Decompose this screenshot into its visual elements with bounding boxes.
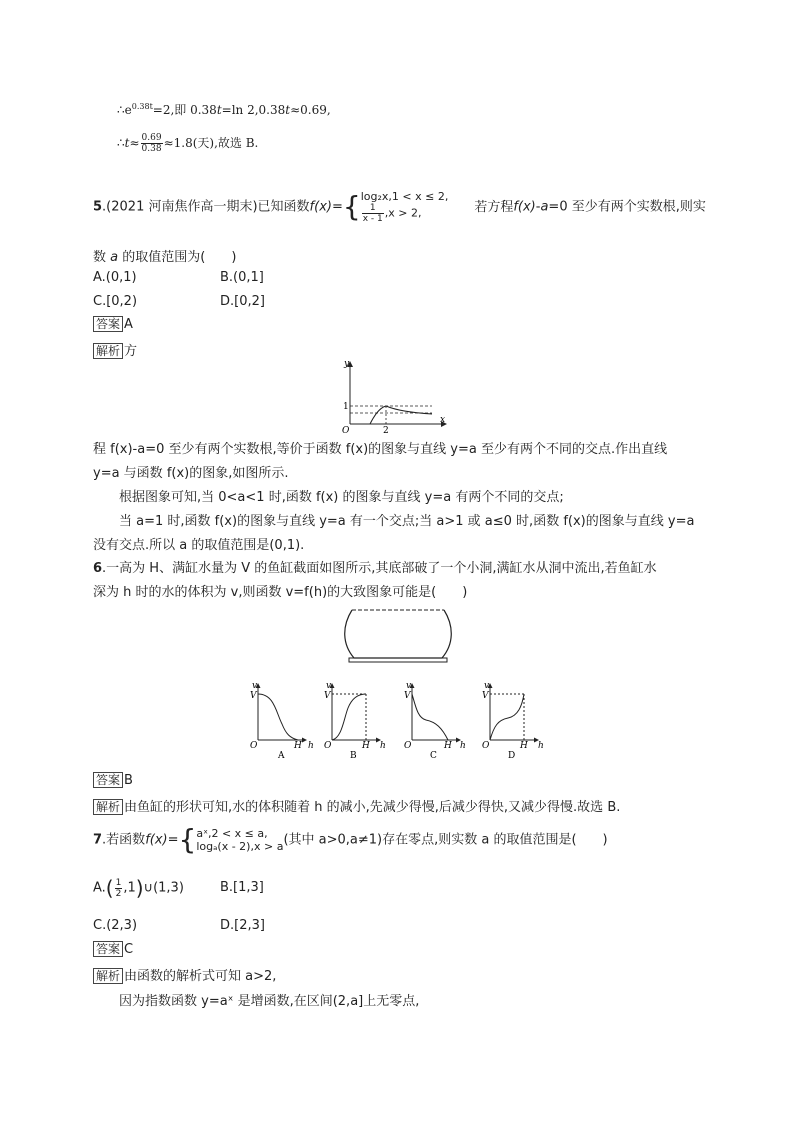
- answer-value: C: [124, 942, 134, 957]
- graph-b: [324, 681, 386, 761]
- text: =ln 2,0.38: [221, 103, 286, 117]
- var-a: a: [540, 199, 549, 215]
- origin-label: O: [404, 741, 412, 751]
- text: =: [167, 832, 179, 848]
- question-number: 6: [93, 561, 103, 576]
- q6-option-graphs: [244, 678, 554, 762]
- var-t: t: [285, 103, 291, 117]
- text: 若方程: [474, 199, 514, 215]
- analysis-tag: 解析: [93, 799, 123, 815]
- h-label: h: [308, 741, 314, 751]
- question-number: 7: [93, 832, 103, 848]
- q5-analysis-line: 当 a=1 时,函数 f(x)的图象与直线 y=a 有一个交点;当 a>1 或 a≤0 时,函数 f(x)的图象与直线 y=a: [119, 514, 695, 529]
- fraction: [115, 878, 123, 899]
- q6-answer: [93, 772, 133, 788]
- origin-label: O: [250, 741, 258, 751]
- brace: {: [178, 823, 197, 856]
- q5-analysis-line: 程 f(x)-a=0 至少有两个实数根,等价于函数 f(x)的图象与直线 y=a 至少有两个不同的交点.作出直线: [93, 442, 668, 457]
- case-1: log₂x,1 < x ≤ 2,: [360, 190, 449, 203]
- h-label: h: [538, 741, 544, 751]
- tank-body: [345, 610, 452, 658]
- H-label: H: [362, 741, 370, 751]
- exponent: 0.38t: [131, 102, 153, 111]
- q5-analysis-line: y=a 与函数 f(x)的图象,如图所示.: [93, 466, 289, 481]
- numerator: 1: [115, 877, 122, 888]
- fx: f(x): [145, 832, 168, 848]
- graph-d: [482, 681, 544, 761]
- h-label: h: [380, 741, 386, 751]
- text: 由函数的解析式可知 a>2,: [124, 969, 277, 984]
- graph-a: [250, 681, 314, 761]
- var-t: t: [124, 136, 130, 150]
- q7-answer: [93, 941, 133, 957]
- q7-analysis: [93, 965, 276, 984]
- analysis-tag: 解析: [93, 968, 123, 984]
- q5-analysis-line: 没有交点.所以 a 的取值范围是(0,1).: [93, 538, 305, 553]
- q6-analysis: [93, 796, 620, 815]
- V-label: V: [482, 691, 489, 701]
- case-1: aˣ,2 < x ≤ a,: [196, 827, 268, 840]
- answer-value: A: [124, 317, 133, 332]
- q5-answer: [93, 316, 133, 332]
- denominator: 0.38: [141, 144, 162, 154]
- text: ∪(1,3): [143, 880, 184, 896]
- q7-option-a[interactable]: A.( $\frac{1}{2}$ ,1)∪(1,3): [93, 876, 184, 900]
- v-label: v: [406, 681, 412, 691]
- q7-option-d[interactable]: D.[2,3]: [220, 918, 265, 933]
- text: =2,即 0.38: [152, 103, 217, 117]
- v-label: v: [252, 681, 258, 691]
- q5-option-a[interactable]: A.(0,1): [93, 270, 137, 285]
- origin-label: O: [482, 741, 490, 751]
- denominator: 2: [115, 888, 122, 899]
- text: =0 至少有两个实数根,则实: [548, 199, 706, 215]
- brace: {: [342, 190, 361, 223]
- x-label: x: [440, 415, 446, 425]
- text: ≈: [129, 136, 140, 150]
- text: 由鱼缸的形状可知,水的体积随着 h 的减小,先减少得慢,后减少得快,又减少得慢.故选 B.: [124, 800, 621, 815]
- case-2: ,x > 2,: [384, 206, 422, 220]
- y-label: y: [344, 359, 350, 369]
- answer-tag: 答案: [93, 316, 123, 332]
- piecewise-cases: [196, 827, 283, 853]
- q7-analysis-line: 因为指数函数 y=aˣ 是增函数,在区间(2,a]上无零点,: [119, 994, 420, 1009]
- text: ≈1.8(天),故选 B.: [163, 136, 259, 150]
- tick-2: 2: [383, 426, 389, 436]
- piecewise-cases: [361, 190, 449, 224]
- q5-analysis-line: 根据图象可知,当 0<a<1 时,函数 f(x) 的图象与直线 y=a 有两个不同的交点;: [119, 490, 564, 505]
- h-label: h: [460, 741, 466, 751]
- analysis-tag: 解析: [93, 343, 123, 359]
- q5-stem-line-2: [93, 246, 236, 265]
- q5-analysis-start: [93, 340, 137, 359]
- text: =: [331, 199, 343, 215]
- numerator: 0.69: [141, 133, 162, 143]
- text: (其中 a>0,a≠1)存在零点,则实数 a 的取值范围是( ): [283, 832, 608, 848]
- text: .一高为 H、满缸水量为 V 的鱼缸截面如图所示,其底部破了一个小洞,满缸水从洞中流出,若鱼缸水: [102, 561, 657, 576]
- q6-stem-line-2: 深为 h 时的水的体积为 v,则函数 v=f(h)的大致图象可能是( ): [93, 585, 468, 600]
- graph-c: [404, 681, 466, 761]
- q7-option-c[interactable]: C.(2,3): [93, 918, 138, 933]
- q5-option-b[interactable]: B.(0,1]: [220, 270, 264, 285]
- curve: [370, 406, 432, 424]
- V-label: V: [404, 691, 411, 701]
- origin-label: O: [342, 426, 350, 436]
- q7-stem: [93, 823, 608, 856]
- v-label: v: [484, 681, 490, 691]
- text: ∴e: [117, 103, 132, 117]
- graph-label: A: [278, 751, 285, 761]
- q5-option-d[interactable]: D.[0,2]: [220, 294, 265, 309]
- text: .(2021 河南焦作高一期末)已知函数: [102, 199, 310, 215]
- fish-tank-figure: [342, 606, 454, 666]
- text: 数: [93, 250, 107, 265]
- q6-stem-line-1: [93, 557, 657, 576]
- text: ∴: [117, 136, 125, 150]
- prev-line-2: [117, 133, 258, 154]
- answer-tag: 答案: [93, 772, 123, 788]
- q5-option-c[interactable]: C.[0,2): [93, 294, 138, 309]
- origin-label: O: [324, 741, 332, 751]
- var-a: a: [110, 250, 119, 265]
- V-label: V: [324, 691, 331, 701]
- text: -: [535, 199, 541, 215]
- fraction: [141, 133, 163, 154]
- var-t: t: [216, 103, 222, 117]
- numerator: 1: [362, 203, 384, 214]
- text: 方: [124, 344, 138, 359]
- answer-tag: 答案: [93, 941, 123, 957]
- tick-1: 1: [343, 402, 349, 412]
- q7-option-b[interactable]: B.[1,3]: [220, 880, 264, 895]
- text: A.: [93, 880, 106, 896]
- text: .若函数: [102, 832, 146, 848]
- V-label: V: [250, 691, 257, 701]
- prev-line-1: [117, 101, 331, 118]
- denominator: x - 1: [362, 214, 383, 224]
- answer-value: B: [124, 773, 133, 788]
- fraction: [362, 203, 384, 224]
- fx: f(x): [513, 199, 536, 215]
- graph-label: D: [508, 751, 516, 761]
- graph-label: B: [350, 751, 357, 761]
- case-2: logₐ(x - 2),x > a: [196, 840, 284, 853]
- q5-function-graph: [336, 356, 456, 436]
- text: ≈0.69,: [290, 103, 331, 117]
- text: 的取值范围为( ): [122, 250, 237, 265]
- v-label: v: [326, 681, 332, 691]
- H-label: H: [444, 741, 452, 751]
- question-number: 5: [93, 199, 103, 215]
- fx: f(x): [309, 199, 332, 215]
- q5-stem-line-1: [93, 190, 706, 224]
- text: ,1: [123, 880, 136, 896]
- H-label: H: [294, 741, 302, 751]
- H-label: H: [520, 741, 528, 751]
- graph-label: C: [430, 751, 437, 761]
